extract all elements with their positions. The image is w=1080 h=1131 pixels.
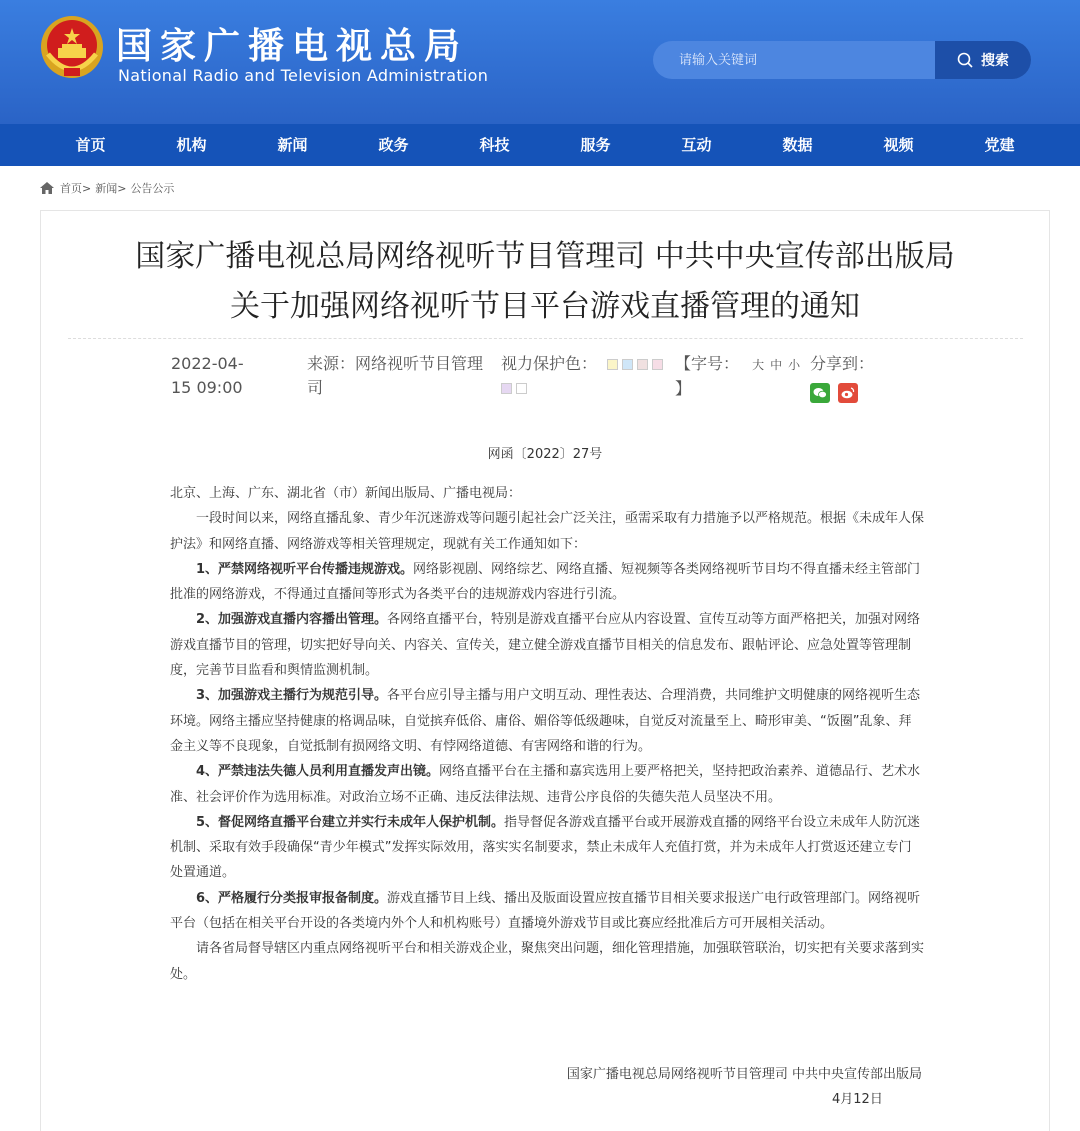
share-label: 分享到： — [810, 354, 875, 373]
closing-paragraph: 请各省局督导辖区内重点网络视听平台和相关游戏企业，聚焦突出问题，细化管理措施，加强联管联治，切实把有关要求落到实处。 — [170, 941, 925, 982]
font-size-bracket-close: 】 — [675, 379, 692, 398]
signature: 国家广播电视总局网络视听节目管理司 中共中央宣传部出版局 — [566, 1067, 922, 1082]
item-heading: 3、加强游戏主播行为规范引导。 — [196, 688, 388, 704]
list-item — [170, 557, 924, 608]
intro-paragraph: 一段时间以来，网络直播乱象、青少年沉迷游戏等问题引起社会广泛关注，亟需采取有力措施予以严格规范。根据《未成年人保护法》和网络直播、网络游戏等相关管理规定，现就有关工作通知如下： — [170, 511, 925, 552]
wechat-icon[interactable] — [810, 383, 830, 403]
national-emblem-icon[interactable] — [40, 14, 104, 80]
weibo-icon[interactable] — [838, 383, 858, 403]
list-item — [170, 607, 924, 683]
eye-color-pink[interactable] — [652, 359, 663, 370]
search-button[interactable] — [935, 41, 1031, 79]
eye-protection — [501, 352, 671, 400]
list-item — [170, 683, 924, 759]
site-title-cn[interactable]: 国家广播电视总局 — [116, 25, 469, 67]
article-title-line1: 国家广播电视总局网络视听节目管理司 中共中央宣传部出版局 — [135, 239, 955, 274]
item-text: 各网络直播平台，特别是游戏直播平台应从内容设置、宣传互动等方面严格把关，加强对网络游戏直播节目的管理，切实把好导向关、内容关、宣传关，建立健全游戏直播节目相关的信息发布、跟帖评论、应急处置等管理制度，完善节目监看和舆情监测机制。 — [170, 612, 921, 679]
font-size-large[interactable]: 大 — [752, 358, 765, 372]
home-icon — [40, 182, 54, 194]
site-header — [0, 0, 1080, 124]
breadcrumb-home[interactable]: 首页> — [60, 182, 92, 195]
eye-color-purple[interactable] — [501, 383, 512, 394]
sign-date: 4月12日 — [832, 1092, 883, 1107]
search-button-label: 搜索 — [981, 53, 1009, 69]
item-text: 游戏直播节目上线、播出及版面设置应按直播节目相关要求报送广电行政管理部门。网络视听平台（包括在相关平台开设的各类境内外个人和机构账号）直播境外游戏节目或比赛应经批准后方可开展相关活动。 — [170, 890, 921, 932]
article-body — [170, 481, 924, 987]
list-item — [170, 759, 924, 810]
item-text: 各平台应引导主播与用户文明互动、理性表达、合理消费，共同维护文明健康的网络视听生态环境。网络主播应坚持健康的格调品味，自觉摈弃低俗、庸俗、媚俗等低级趣味，自觉反对流量至上、畸形审美、“饭圈”乱象、拜金主义等不良现象，自觉抵制有损网络文明、有悖网络道德、有害网络和谐的行为。 — [170, 688, 921, 754]
item-text: 网络影视剧、网络综艺、网络直播、短视频等各类网络视听节目均不得直播未经主管部门批准的网络游戏，不得通过直播间等形式为各类平台的违规游戏内容进行引流。 — [170, 561, 921, 603]
nav-item-government-affairs[interactable]: 政务 — [378, 136, 409, 154]
article-title — [60, 232, 1030, 332]
item-heading: 6、严格履行分类报审报备制度。 — [196, 890, 388, 906]
item-text: 指导督促各游戏直播平台或开展游戏直播的网络平台设立未成年人防沉迷机制、采取有效手段确保“青少年模式”发挥实际效用，落实实名制要求，禁止未成年人充值打赏，并为未成年人打赏返还建立专门处置通道。 — [170, 814, 921, 881]
publish-date-line2: 15 09:00 — [171, 378, 243, 397]
eye-color-yellow[interactable] — [607, 359, 618, 370]
eye-color-blue[interactable] — [622, 359, 633, 370]
document-number: 网函〔2022〕27号 — [487, 447, 603, 462]
site-title-en: National Radio and Television Administration — [118, 66, 489, 85]
source-label-tail: 司 — [307, 378, 324, 397]
salutation: 北京、上海、广东、湖北省（市）新闻出版局、广播电视局： — [170, 486, 522, 501]
search-box — [653, 41, 1031, 79]
item-text: 网络直播平台在主播和嘉宾选用上要严格把关，坚持把政治素养、道德品行、艺术水准、社会评价作为选用标准。对政治立场不正确、违反法律法规、违背公序良俗的失德失范人员坚决不用。 — [170, 764, 921, 805]
publish-date — [171, 352, 244, 400]
nav-item-interaction[interactable]: 互动 — [681, 136, 712, 154]
eye-color-white[interactable] — [516, 383, 527, 394]
nav-item-video[interactable]: 视频 — [883, 136, 914, 154]
title-divider — [68, 338, 1023, 339]
item-heading: 5、督促网络直播平台建立并实行未成年人保护机制。 — [196, 814, 505, 830]
main-nav — [0, 124, 1080, 166]
publish-date-line1: 2022-04- — [171, 354, 244, 373]
search-input[interactable] — [653, 41, 935, 79]
font-size-control — [675, 352, 806, 401]
eye-color-gray[interactable] — [637, 359, 648, 370]
search-icon — [957, 52, 973, 68]
breadcrumb-news[interactable]: 新闻> — [95, 182, 127, 195]
list-item — [170, 810, 924, 886]
nav-item-services[interactable]: 服务 — [580, 136, 611, 154]
nav-item-data[interactable]: 数据 — [782, 136, 813, 154]
source-label: 来源：网络视听节目管理 — [307, 354, 484, 373]
item-heading: 4、严禁违法失德人员利用直播发声出镜。 — [196, 764, 440, 780]
breadcrumb-current[interactable]: 公告公示 — [130, 182, 175, 195]
list-item — [170, 886, 924, 937]
nav-item-organization[interactable]: 机构 — [176, 136, 207, 154]
breadcrumb — [40, 180, 174, 196]
font-size-label: 【字号： — [675, 354, 740, 373]
share-section — [810, 352, 874, 406]
nav-item-news[interactable]: 新闻 — [277, 136, 308, 154]
article-source — [307, 352, 483, 400]
item-heading: 1、严禁网络视听平台传播违规游戏。 — [196, 561, 414, 577]
eye-protection-label: 视力保护色： — [501, 354, 598, 373]
item-heading: 2、加强游戏直播内容播出管理。 — [196, 612, 388, 628]
nav-item-home[interactable]: 首页 — [75, 136, 106, 154]
font-size-medium[interactable]: 中 — [770, 358, 783, 372]
nav-item-party[interactable]: 党建 — [984, 136, 1015, 154]
article-title-line2: 关于加强网络视听节目平台游戏直播管理的通知 — [230, 289, 860, 324]
font-size-small[interactable]: 小 — [788, 358, 801, 372]
nav-item-technology[interactable]: 科技 — [479, 136, 510, 154]
